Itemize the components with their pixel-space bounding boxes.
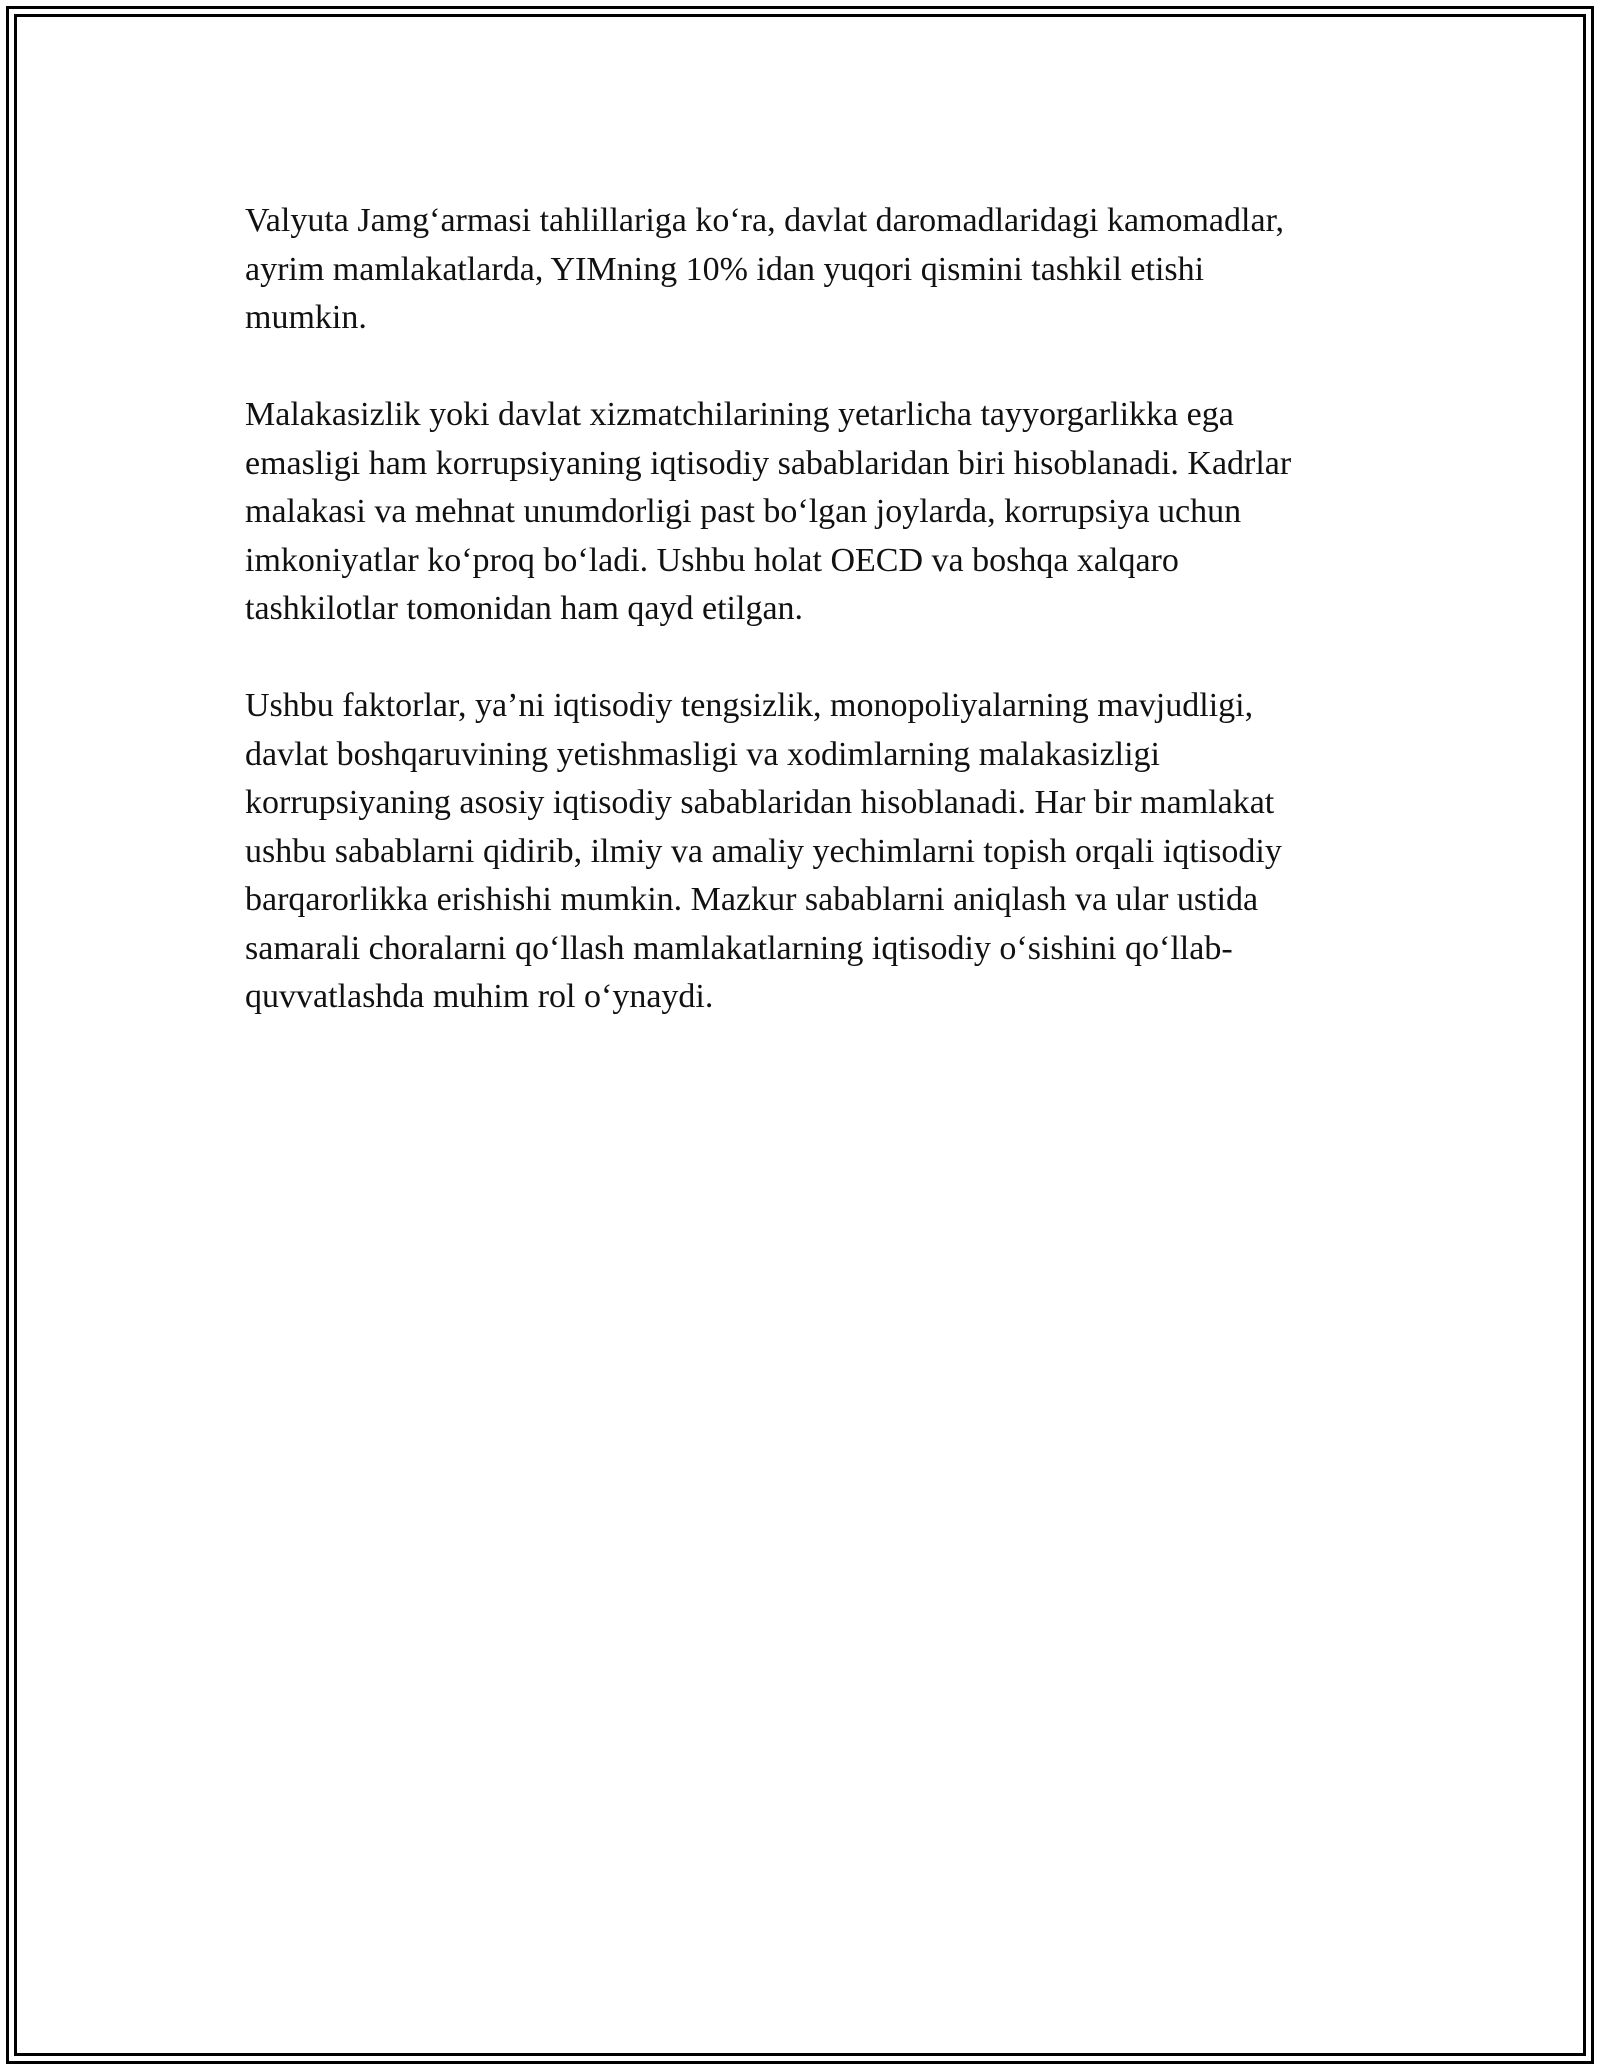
- document-body: [245, 197, 1405, 1070]
- paragraph-1: [245, 197, 1405, 343]
- paragraph-line: davlat boshqaruvining yetishmasligi va xodimlarning malakasizligi: [245, 735, 1160, 773]
- paragraph-line: mumkin.: [245, 299, 367, 336]
- paragraph-line: ayrim mamlakatlarda, YIMning 10% idan yuqori qismini tashkil etishi: [245, 250, 1205, 288]
- paragraph-line: Malakasizlik yoki davlat xizmatchilarining yetarlicha tayyorgarlikka ega: [245, 396, 1234, 433]
- paragraph-line: malakasi va mehnat unumdorligi past bo‘lgan joylarda, korrupsiya uchun: [245, 493, 1242, 530]
- paragraph-line: Ushbu faktorlar, ya’ni iqtisodiy tengsizlik, monopoliyalarning mavjudligi,: [245, 687, 1254, 724]
- paragraph-2: [245, 391, 1405, 634]
- paragraph-line: barqarorlikka erishishi mumkin. Mazkur sabablarni aniqlash va ular ustida: [245, 881, 1259, 918]
- paragraph-line: quvvatlashda muhim rol o‘ynaydi.: [245, 978, 714, 1015]
- paragraph-3: [245, 682, 1405, 1022]
- paragraph-line: emasligi ham korrupsiyaning iqtisodiy sabablaridan biri hisoblanadi. Kadrlar: [245, 444, 1292, 482]
- paragraph-line: ushbu sabablarni qidirib, ilmiy va amaliy yechimlarni topish orqali iqtisodiy: [245, 832, 1282, 870]
- paragraph-line: Valyuta Jamg‘armasi tahlillariga ko‘ra, davlat daromadlaridagi kamomadlar,: [245, 202, 1285, 239]
- paragraph-line: korrupsiyaning asosiy iqtisodiy sabablaridan hisoblanadi. Har bir mamlakat: [245, 784, 1275, 821]
- paragraph-line: samarali choralarni qo‘llash mamlakatlarning iqtisodiy o‘sishini qo‘llab-: [245, 929, 1233, 967]
- page-frame: [6, 6, 1594, 2064]
- paragraph-line: tashkilotlar tomonidan ham qayd etilgan.: [245, 590, 804, 627]
- paragraph-line: imkoniyatlar ko‘proq bo‘ladi. Ushbu holat OECD va boshqa xalqaro: [245, 541, 1179, 579]
